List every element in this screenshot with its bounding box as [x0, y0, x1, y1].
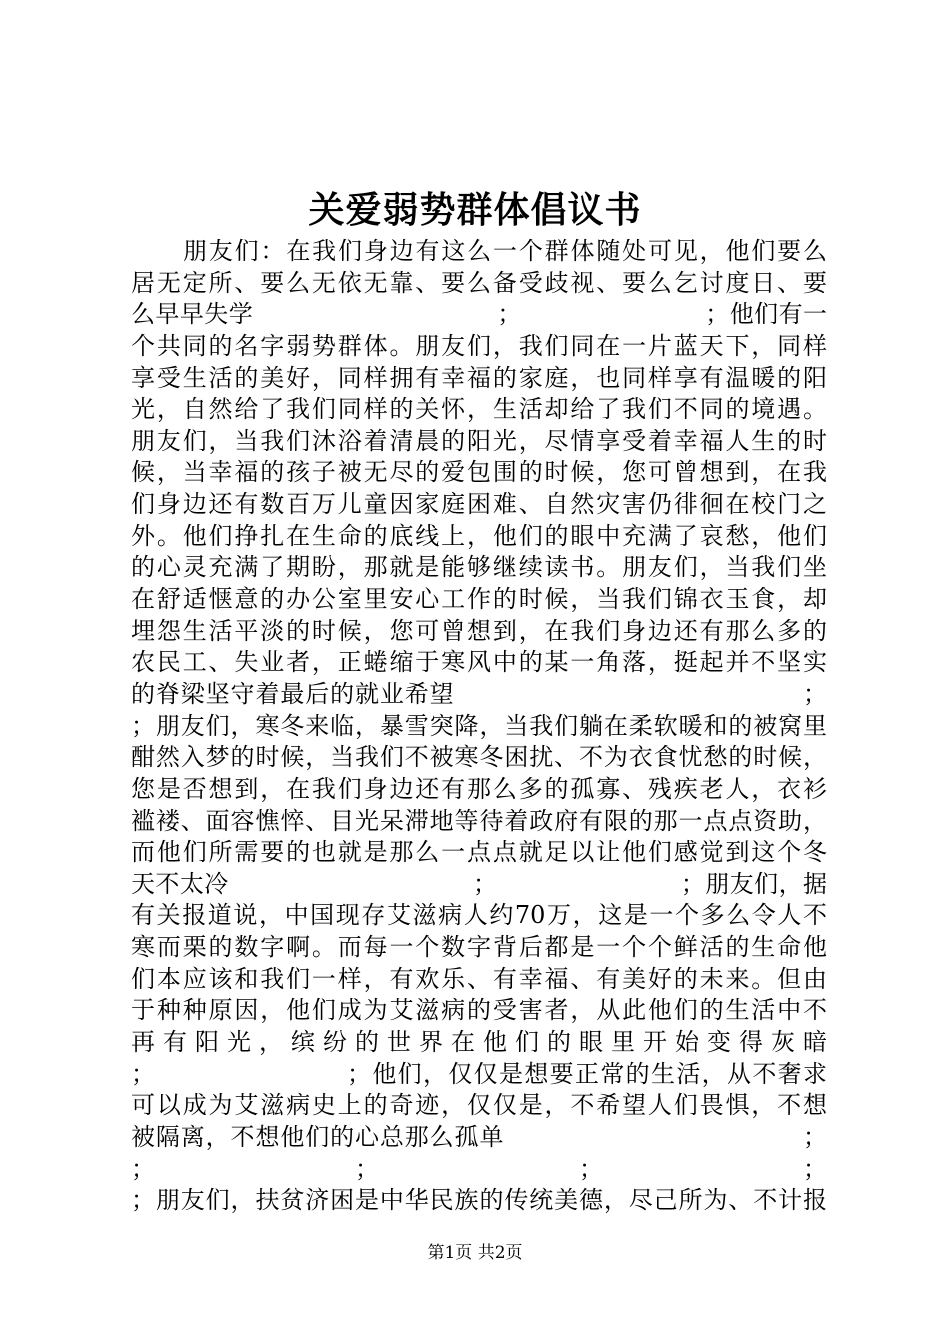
paragraph-line: 于种种原因，他们成为艾滋病的受害者，从此他们的生活中不: [131, 996, 827, 1025]
paragraph-line: 褴褛、面容憔悴、目光呆滞地等待着政府有限的那一点点资助，: [131, 806, 827, 835]
paragraph-line: 再有阳光，缤纷的世界在他们的眼里开始变得灰暗: [131, 1028, 827, 1057]
paragraph-line: 可以成为艾滋病史上的奇迹，仅仅是，不希望人们畏惧，不想: [131, 1091, 827, 1120]
paragraph-line: 您是否想到，在我们身边还有那么多的孤寡、残疾老人，衣衫: [131, 774, 827, 803]
paragraph-line: 个共同的名字弱势群体。朋友们，我们同在一片蓝天下，同样: [131, 331, 827, 360]
paragraph-line: 酣然入梦的时候，当我们不被寒冬困扰、不为衣食忧愁的时候，: [131, 743, 827, 772]
paragraph-line: 朋友们，当我们沐浴着清晨的阳光，尽情享受着幸福人生的时: [131, 426, 827, 455]
paragraph-line: 的脊梁坚守着最后的就业希望 ；: [131, 679, 827, 708]
paragraph-line: 朋友们：在我们身边有这么一个群体随处可见，他们要么: [183, 237, 827, 265]
document-body: [131, 236, 827, 1217]
paragraph-line: 享受生活的美好，同样拥有幸福的家庭，也同样享有温暖的阳: [131, 363, 827, 392]
paragraph-line: ； ； ； ；: [131, 1154, 827, 1183]
paragraph-line: 外。他们挣扎在生命的底线上，他们的眼中充满了哀愁，他们: [131, 521, 827, 550]
paragraph-line: ；朋友们，扶贫济困是中华民族的传统美德，尽己所为、不计报: [131, 1186, 827, 1215]
document-title: 关爱弱势群体倡议书: [308, 189, 642, 231]
paragraph-line: 天不太冷 ； ；朋友们，据: [131, 869, 827, 898]
paragraph-line: 光，自然给了我们同样的关怀，生活却给了我们不同的境遇。: [131, 395, 827, 424]
page-footer: 第1页 共2页: [427, 1243, 523, 1263]
paragraph-line: ；朋友们，寒冬来临，暴雪突降，当我们躺在柔软暖和的被窝里: [131, 711, 827, 740]
paragraph-line: 寒而栗的数字啊。而每一个数字背后都是一个个鲜活的生命他: [131, 933, 827, 962]
paragraph-line: 而他们所需要的也就是那么一点点就足以让他们感觉到这个冬: [131, 838, 827, 867]
paragraph-line: 在舒适惬意的办公室里安心工作的时候，当我们锦衣玉食，却: [131, 585, 827, 614]
paragraph-line: 们本应该和我们一样，有欢乐、有幸福、有美好的未来。但由: [131, 964, 827, 993]
paragraph-line: 居无定所、要么无依无靠、要么备受歧视、要么乞讨度日、要: [131, 268, 827, 297]
paragraph-line: ； ；他们，仅仅是想要正常的生活，从不奢求: [131, 1059, 827, 1088]
paragraph-line: 有关报道说，中国现存艾滋病人约70万，这是一个多么令人不: [131, 901, 827, 930]
paragraph-line: 农民工、失业者，正蜷缩于寒风中的某一角落，挺起并不坚实: [131, 648, 827, 677]
paragraph-line: 埋怨生活平淡的时候，您可曾想到，在我们身边还有那么多的: [131, 616, 827, 645]
paragraph-line: 的心灵充满了期盼，那就是能够继续读书。朋友们，当我们坐: [131, 553, 827, 582]
paragraph-line: 候，当幸福的孩子被无尽的爱包围的时候，您可曾想到，在我: [131, 458, 827, 487]
paragraph-line: 么早早失学 ； ；他们有一: [131, 300, 827, 329]
paragraph-line: 们身边还有数百万儿童因家庭困难、自然灾害仍徘徊在校门之: [131, 490, 827, 519]
paragraph-line: 被隔离，不想他们的心总那么孤单 ；: [131, 1122, 827, 1151]
